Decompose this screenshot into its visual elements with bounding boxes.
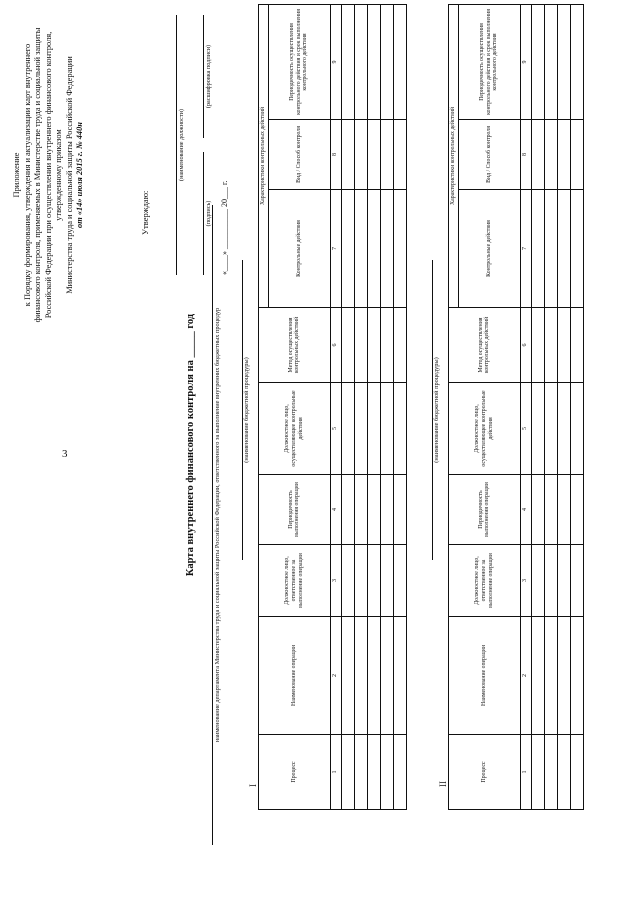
- header-type: Вид / Способ контроля: [458, 120, 520, 190]
- table-row: [367, 5, 380, 810]
- column-number: 2: [330, 617, 341, 735]
- table-row: [354, 5, 367, 810]
- appendix-line: к Порядку формирования, утверждения и актуализации карт внутреннего: [22, 43, 32, 307]
- procedure-caption-block: [432, 260, 440, 560]
- header-process: Процесс: [259, 735, 331, 810]
- header-method: Метод осуществления контрольных действий: [449, 308, 521, 383]
- column-number: 3: [330, 545, 341, 617]
- header-period-control: Периодичность осуществления контрольного действия и срок выполнения контрольного действия: [268, 5, 330, 120]
- column-number: 6: [520, 308, 531, 383]
- header-controller: Должностное лицо, осуществляющее контрольные действия: [449, 383, 521, 475]
- approval-title: Утверждаю:: [140, 190, 150, 235]
- department-caption-block: [212, 205, 221, 845]
- column-number: 5: [330, 383, 341, 475]
- header-process: Процесс: [449, 735, 521, 810]
- appendix-line: Российской Федерации при осуществлении внутреннего финансового контроля,: [43, 31, 53, 319]
- procedure-caption-block: [242, 260, 250, 560]
- appendix-line: утвержденному приказом: [54, 129, 63, 221]
- table-row: [544, 5, 557, 810]
- header-periodicity: Периодичность выполнения операции: [449, 475, 521, 545]
- control-card-table: [258, 4, 407, 810]
- decode-caption: (расшифровка подписи): [205, 44, 212, 109]
- header-actions: Контрольные действия: [268, 190, 330, 308]
- appendix-line: Министерства труда и социальной защиты Российской Федерации: [64, 56, 74, 294]
- column-number: 9: [520, 5, 531, 120]
- appendix-line: финансового контроля, применяемых в Министерстве труда и социальной защиты: [33, 27, 42, 323]
- column-numbers-row: [520, 5, 531, 810]
- procedure-caption: (наименование бюджетной процедуры): [243, 357, 250, 463]
- header-operation: Наименование операции: [449, 617, 521, 735]
- column-number: 8: [520, 120, 531, 190]
- header-method: Метод осуществления контрольных действий: [259, 308, 331, 383]
- signature-caption: (подпись): [205, 200, 212, 227]
- column-number: 5: [520, 383, 531, 475]
- section-numeral: II: [438, 781, 448, 787]
- table-row: [380, 5, 393, 810]
- header-responsible: Должностное лицо, ответственное за выполнение операции: [449, 545, 521, 617]
- column-number: 7: [520, 190, 531, 308]
- header-periodicity: Периодичность выполнения операции: [259, 475, 331, 545]
- page-number: 3: [62, 448, 68, 460]
- table-row: [570, 5, 583, 810]
- column-numbers-row: [330, 5, 341, 810]
- header-group: Характеристики контрольных действий: [259, 5, 269, 308]
- column-number: 6: [330, 308, 341, 383]
- control-card-table: [448, 4, 584, 810]
- date-line: «____» __________ 20___ г.: [220, 180, 229, 275]
- column-number: 3: [520, 545, 531, 617]
- card-heading: Карта внутреннего финансового контроля на _____ год: [185, 313, 196, 577]
- header-period-control: Периодичность осуществления контрольного действия и срок выполнения контрольного действия: [458, 5, 520, 120]
- column-number: 7: [330, 190, 341, 308]
- header-responsible: Должностное лицо, ответственное за выполнение операции: [259, 545, 331, 617]
- table-row: [393, 5, 406, 810]
- decode-line: [191, 15, 204, 138]
- table-row: [341, 5, 354, 810]
- table-row: [557, 5, 570, 810]
- header-controller: Должностное лицо, осуществляющее контрольные действия: [259, 383, 331, 475]
- position-caption: (наименование должности): [178, 109, 185, 181]
- table-row: [531, 5, 544, 810]
- column-number: 8: [330, 120, 341, 190]
- column-number: 1: [330, 735, 341, 810]
- position-line: [164, 15, 177, 275]
- header-group: Характеристики контрольных действий: [449, 5, 459, 308]
- department-caption: наименование департамента Министерства труда и социальной защиты Российской Федерации, ответственного за выполнение внутренних бюджетных процедур: [212, 205, 221, 845]
- procedure-caption: (наименование бюджетной процедуры): [433, 357, 440, 463]
- header-actions: Контрольные действия: [458, 190, 520, 308]
- column-number: 2: [520, 617, 531, 735]
- appendix-title: Приложение: [12, 152, 21, 198]
- section-numeral: I: [248, 784, 258, 787]
- order-line: от «14» июля 2015 г. № 440н: [75, 122, 84, 228]
- column-number: 4: [330, 475, 341, 545]
- column-number: 9: [330, 5, 341, 120]
- column-number: 4: [520, 475, 531, 545]
- header-type: Вид / Способ контроля: [268, 120, 330, 190]
- column-number: 1: [520, 735, 531, 810]
- appendix-block: [12, 5, 86, 345]
- header-operation: Наименование операции: [259, 617, 331, 735]
